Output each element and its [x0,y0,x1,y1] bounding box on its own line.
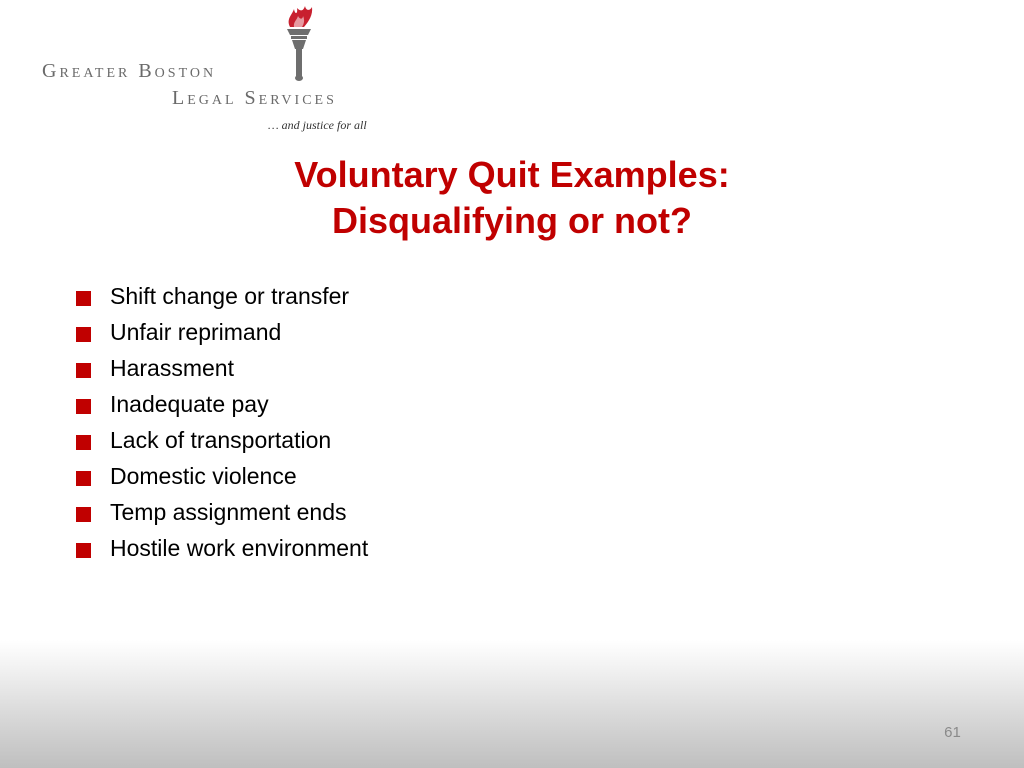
bullet-text: Harassment [110,354,234,381]
logo-text-line2: Legal Services [172,87,337,109]
bullet-square-icon [76,435,91,450]
logo-tagline: … and justice for all [268,118,367,132]
torch-icon [282,5,316,83]
bullet-text: Unfair reprimand [110,318,282,345]
bullet-square-icon [76,327,91,342]
page-number: 61 [944,724,961,741]
bullet-list [76,278,368,566]
list-item [76,314,368,350]
bullet-square-icon [76,507,91,522]
list-item [76,494,368,530]
footer-gradient [0,640,1024,768]
slide-title [0,152,1024,244]
bullet-text: Temp assignment ends [110,498,347,525]
list-item [76,350,368,386]
bullet-text: Lack of transportation [110,426,332,453]
list-item [76,278,368,314]
bullet-square-icon [76,291,91,306]
bullet-square-icon [76,399,91,414]
bullet-square-icon [76,543,91,558]
list-item [76,386,368,422]
bullet-square-icon [76,471,91,486]
bullet-text: Inadequate pay [110,390,269,417]
organization-logo [40,5,400,135]
list-item [76,530,368,566]
list-item [76,458,368,494]
bullet-text: Domestic violence [110,462,297,489]
list-item [76,422,368,458]
logo-text-line1: Greater Boston [42,60,217,82]
bullet-square-icon [76,363,91,378]
slide-title-line2: Disqualifying or not? [332,200,692,241]
bullet-text: Shift change or transfer [110,282,350,309]
slide-title-line1: Voluntary Quit Examples: [294,154,730,195]
bullet-text: Hostile work environment [110,534,369,561]
